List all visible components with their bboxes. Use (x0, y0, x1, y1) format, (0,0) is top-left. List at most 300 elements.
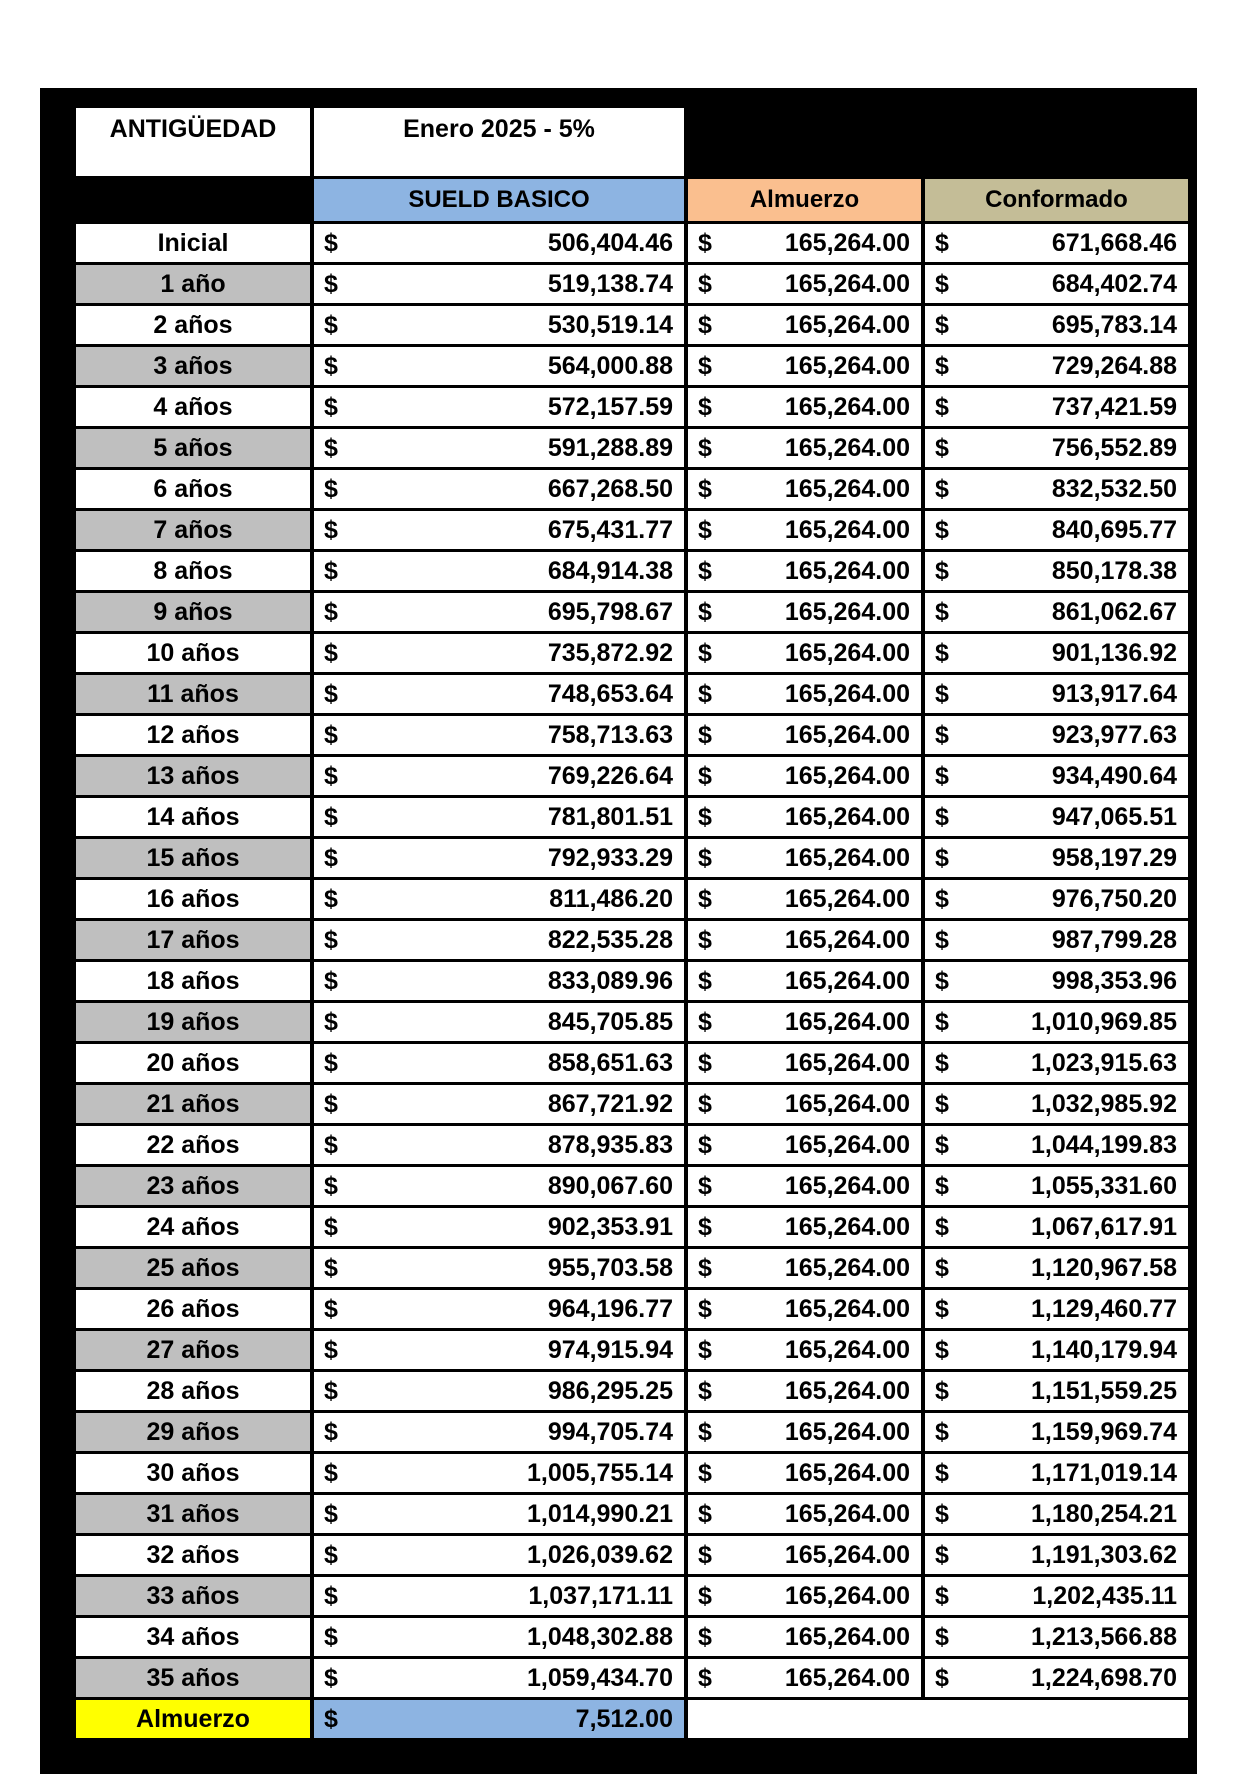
seniority-label: 17 años (74, 920, 312, 961)
sueldo-basico-cell (312, 428, 686, 469)
almuerzo-amount: 165,264.00 (784, 556, 910, 585)
conformado-amount: 1,044,199.83 (1031, 1130, 1177, 1159)
conformado-cell (923, 387, 1190, 428)
almuerzo-cell (686, 674, 923, 715)
sueldo-basico-cell (312, 1125, 686, 1166)
currency-symbol: $ (935, 679, 949, 708)
antiguedad-title: ANTIGÜEDAD (74, 107, 312, 178)
currency-symbol: $ (324, 1622, 338, 1651)
almuerzo-amount: 165,264.00 (784, 392, 910, 421)
almuerzo-cell (686, 756, 923, 797)
table-row (74, 1535, 1190, 1576)
sueldo-basico-cell (312, 674, 686, 715)
currency-symbol: $ (935, 1089, 949, 1118)
currency-symbol: $ (324, 638, 338, 667)
seniority-label: 21 años (74, 1084, 312, 1125)
conformado-amount: 1,023,915.63 (1031, 1048, 1177, 1077)
almuerzo-amount: 165,264.00 (784, 1089, 910, 1118)
currency-symbol: $ (698, 1294, 712, 1323)
currency-symbol: $ (935, 1540, 949, 1569)
almuerzo-amount: 165,264.00 (784, 1171, 910, 1200)
currency-symbol: $ (935, 1007, 949, 1036)
currency-symbol: $ (698, 1499, 712, 1528)
table-row (74, 1658, 1190, 1699)
seniority-label: 16 años (74, 879, 312, 920)
table-row (74, 920, 1190, 961)
sueldo-basico-amount: 964,196.77 (547, 1294, 673, 1323)
table-row (74, 428, 1190, 469)
currency-symbol: $ (698, 1663, 712, 1692)
currency-symbol: $ (324, 720, 338, 749)
sueldo-basico-cell (312, 879, 686, 920)
almuerzo-cell (686, 920, 923, 961)
conformado-cell (923, 1043, 1190, 1084)
currency-symbol: $ (324, 1417, 338, 1446)
currency-symbol: $ (935, 925, 949, 954)
almuerzo-footer-label: Almuerzo (74, 1699, 312, 1740)
currency-symbol: $ (935, 761, 949, 790)
conformado-amount: 947,065.51 (1051, 802, 1177, 831)
currency-symbol: $ (698, 515, 712, 544)
currency-symbol: $ (698, 1089, 712, 1118)
currency-symbol: $ (698, 1622, 712, 1651)
currency-symbol: $ (935, 1335, 949, 1364)
conformado-amount: 934,490.64 (1051, 761, 1177, 790)
currency-symbol: $ (698, 228, 712, 257)
seniority-label: 4 años (74, 387, 312, 428)
sueldo-basico-cell (312, 1207, 686, 1248)
currency-symbol: $ (935, 597, 949, 626)
almuerzo-amount: 165,264.00 (784, 228, 910, 257)
almuerzo-cell (686, 1658, 923, 1699)
conformado-cell (923, 469, 1190, 510)
table-row (74, 715, 1190, 756)
table-row (74, 1453, 1190, 1494)
seniority-label: 8 años (74, 551, 312, 592)
currency-symbol: $ (324, 1499, 338, 1528)
conformado-cell (923, 1166, 1190, 1207)
sueldo-basico-cell (312, 1453, 686, 1494)
almuerzo-cell (686, 1412, 923, 1453)
currency-symbol: $ (324, 1540, 338, 1569)
almuerzo-cell (686, 1084, 923, 1125)
conformado-cell (923, 264, 1190, 305)
almuerzo-cell (686, 551, 923, 592)
table-row (74, 1043, 1190, 1084)
currency-symbol: $ (324, 925, 338, 954)
currency-symbol: $ (698, 433, 712, 462)
almuerzo-amount: 165,264.00 (784, 1007, 910, 1036)
currency-symbol: $ (935, 1417, 949, 1446)
seniority-label: 1 año (74, 264, 312, 305)
conformado-amount: 1,191,303.62 (1031, 1540, 1177, 1569)
conformado-cell (923, 551, 1190, 592)
seniority-label: 23 años (74, 1166, 312, 1207)
table-row (74, 1576, 1190, 1617)
table-row (74, 1617, 1190, 1658)
almuerzo-amount: 165,264.00 (784, 351, 910, 380)
seniority-label: 26 años (74, 1289, 312, 1330)
currency-symbol: $ (324, 1458, 338, 1487)
almuerzo-cell (686, 223, 923, 264)
conformado-amount: 1,010,969.85 (1031, 1007, 1177, 1036)
conformado-cell (923, 346, 1190, 387)
currency-symbol: $ (324, 556, 338, 585)
currency-symbol: $ (935, 1622, 949, 1651)
currency-symbol: $ (698, 556, 712, 585)
sueldo-basico-amount: 591,288.89 (547, 433, 673, 462)
conformado-cell (923, 510, 1190, 551)
almuerzo-amount: 165,264.00 (784, 1253, 910, 1282)
almuerzo-amount: 165,264.00 (784, 1499, 910, 1528)
sueldo-basico-cell (312, 1412, 686, 1453)
sueldo-basico-cell (312, 715, 686, 756)
almuerzo-cell (686, 346, 923, 387)
seniority-label: 6 años (74, 469, 312, 510)
conformado-cell (923, 1125, 1190, 1166)
almuerzo-cell (686, 387, 923, 428)
currency-symbol: $ (698, 1417, 712, 1446)
currency-symbol: $ (698, 1130, 712, 1159)
conformado-amount: 1,032,985.92 (1031, 1089, 1177, 1118)
conformado-cell (923, 961, 1190, 1002)
almuerzo-amount: 165,264.00 (784, 1294, 910, 1323)
conformado-cell (923, 674, 1190, 715)
sueldo-basico-cell (312, 387, 686, 428)
currency-symbol: $ (324, 392, 338, 421)
conformado-amount: 840,695.77 (1051, 515, 1177, 544)
almuerzo-amount: 165,264.00 (784, 679, 910, 708)
currency-symbol: $ (324, 1130, 338, 1159)
seniority-label: 29 años (74, 1412, 312, 1453)
currency-symbol: $ (935, 228, 949, 257)
almuerzo-amount: 165,264.00 (784, 802, 910, 831)
sueldo-basico-cell (312, 920, 686, 961)
conformado-amount: 913,917.64 (1051, 679, 1177, 708)
currency-symbol: $ (698, 761, 712, 790)
seniority-label: 19 años (74, 1002, 312, 1043)
sueldo-basico-cell (312, 346, 686, 387)
seniority-label: 32 años (74, 1535, 312, 1576)
currency-symbol: $ (324, 1335, 338, 1364)
conformado-amount: 998,353.96 (1051, 966, 1177, 995)
table-row (74, 387, 1190, 428)
sueldo-basico-amount: 675,431.77 (547, 515, 673, 544)
currency-symbol: $ (935, 1048, 949, 1077)
currency-symbol: $ (935, 1171, 949, 1200)
sueldo-basico-amount: 974,915.94 (547, 1335, 673, 1364)
currency-symbol: $ (698, 1007, 712, 1036)
conformado-cell (923, 715, 1190, 756)
sueldo-basico-amount: 792,933.29 (547, 843, 673, 872)
currency-symbol: $ (935, 1499, 949, 1528)
title-row-filler (686, 107, 1190, 178)
sueldo-basico-cell (312, 797, 686, 838)
table-row (74, 1371, 1190, 1412)
table-row (74, 1084, 1190, 1125)
currency-symbol: $ (324, 802, 338, 831)
currency-symbol: $ (324, 1007, 338, 1036)
currency-symbol: $ (935, 515, 949, 544)
sueldo-basico-cell (312, 1002, 686, 1043)
conformado-amount: 1,159,969.74 (1031, 1417, 1177, 1446)
currency-symbol: $ (324, 597, 338, 626)
currency-symbol: $ (698, 1335, 712, 1364)
seniority-label: 13 años (74, 756, 312, 797)
almuerzo-cell (686, 1207, 923, 1248)
currency-symbol: $ (324, 228, 338, 257)
sueldo-basico-cell (312, 1043, 686, 1084)
sueldo-basico-cell (312, 469, 686, 510)
sueldo-basico-amount: 781,801.51 (547, 802, 673, 831)
currency-symbol: $ (698, 392, 712, 421)
sueldo-basico-cell (312, 1658, 686, 1699)
currency-symbol: $ (698, 1376, 712, 1405)
currency-symbol: $ (935, 1458, 949, 1487)
sueldo-basico-cell (312, 223, 686, 264)
almuerzo-amount: 165,264.00 (784, 433, 910, 462)
table-row (74, 633, 1190, 674)
currency-symbol: $ (698, 597, 712, 626)
sueldo-basico-amount: 833,089.96 (547, 966, 673, 995)
currency-symbol: $ (698, 1253, 712, 1282)
conformado-cell (923, 1494, 1190, 1535)
seniority-label: 20 años (74, 1043, 312, 1084)
almuerzo-cell (686, 1043, 923, 1084)
conformado-amount: 861,062.67 (1051, 597, 1177, 626)
currency-symbol: $ (698, 966, 712, 995)
currency-symbol: $ (935, 1253, 949, 1282)
almuerzo-cell (686, 1617, 923, 1658)
almuerzo-cell (686, 428, 923, 469)
almuerzo-amount: 165,264.00 (784, 474, 910, 503)
conformado-cell (923, 1330, 1190, 1371)
seniority-label: 11 años (74, 674, 312, 715)
conformado-amount: 1,180,254.21 (1031, 1499, 1177, 1528)
table-row (74, 797, 1190, 838)
currency-symbol: $ (935, 1130, 949, 1159)
almuerzo-amount: 165,264.00 (784, 1376, 910, 1405)
column-header-row (74, 178, 1190, 223)
sueldo-basico-amount: 1,059,434.70 (527, 1663, 673, 1692)
almuerzo-amount: 165,264.00 (784, 884, 910, 913)
seniority-label: 14 años (74, 797, 312, 838)
sueldo-basico-amount: 955,703.58 (547, 1253, 673, 1282)
almuerzo-amount: 165,264.00 (784, 1622, 910, 1651)
currency-symbol: $ (698, 1458, 712, 1487)
table-row (74, 756, 1190, 797)
currency-symbol: $ (698, 269, 712, 298)
almuerzo-cell (686, 592, 923, 633)
almuerzo-cell (686, 838, 923, 879)
seniority-label: 25 años (74, 1248, 312, 1289)
sueldo-basico-amount: 845,705.85 (547, 1007, 673, 1036)
seniority-label: 35 años (74, 1658, 312, 1699)
conformado-cell (923, 633, 1190, 674)
sueldo-basico-cell (312, 592, 686, 633)
currency-symbol: $ (935, 433, 949, 462)
conformado-cell (923, 838, 1190, 879)
currency-symbol: $ (324, 1663, 338, 1692)
currency-symbol: $ (324, 269, 338, 298)
seniority-label: 10 años (74, 633, 312, 674)
sueldo-basico-amount: 519,138.74 (547, 269, 673, 298)
currency-symbol: $ (935, 351, 949, 380)
currency-symbol: $ (698, 802, 712, 831)
sueldo-basico-amount: 858,651.63 (547, 1048, 673, 1077)
currency-symbol: $ (935, 966, 949, 995)
sueldo-basico-cell (312, 1330, 686, 1371)
conformado-amount: 832,532.50 (1051, 474, 1177, 503)
column-header-filler (74, 178, 312, 223)
conformado-cell (923, 1248, 1190, 1289)
conformado-cell (923, 1084, 1190, 1125)
conformado-cell (923, 428, 1190, 469)
almuerzo-cell (686, 633, 923, 674)
conformado-amount: 756,552.89 (1051, 433, 1177, 462)
col-header-conformado: Conformado (923, 178, 1190, 223)
currency-symbol: $ (935, 1212, 949, 1241)
sueldo-basico-cell (312, 1084, 686, 1125)
sueldo-basico-amount: 878,935.83 (547, 1130, 673, 1159)
period-title: Enero 2025 - 5% (312, 107, 686, 178)
sueldo-basico-amount: 748,653.64 (547, 679, 673, 708)
seniority-label: 12 años (74, 715, 312, 756)
table-row (74, 1125, 1190, 1166)
currency-symbol: $ (324, 1048, 338, 1077)
almuerzo-amount: 165,264.00 (784, 269, 910, 298)
currency-symbol: $ (698, 1540, 712, 1569)
almuerzo-amount: 165,264.00 (784, 1540, 910, 1569)
currency-symbol: $ (698, 474, 712, 503)
almuerzo-amount: 165,264.00 (784, 638, 910, 667)
currency-symbol: $ (324, 1376, 338, 1405)
almuerzo-cell (686, 1330, 923, 1371)
table-row (74, 1166, 1190, 1207)
sueldo-basico-cell (312, 551, 686, 592)
sueldo-basico-cell (312, 838, 686, 879)
conformado-cell (923, 1576, 1190, 1617)
seniority-label: 2 años (74, 305, 312, 346)
currency-symbol: $ (698, 843, 712, 872)
almuerzo-cell (686, 305, 923, 346)
almuerzo-cell (686, 1453, 923, 1494)
almuerzo-cell (686, 1166, 923, 1207)
seniority-label: 3 años (74, 346, 312, 387)
currency-symbol: $ (935, 1294, 949, 1323)
conformado-cell (923, 920, 1190, 961)
seniority-label: 18 años (74, 961, 312, 1002)
seniority-label: 31 años (74, 1494, 312, 1535)
currency-symbol: $ (935, 269, 949, 298)
footer-empty-cell (686, 1699, 1190, 1740)
conformado-amount: 901,136.92 (1051, 638, 1177, 667)
conformado-amount: 1,140,179.94 (1031, 1335, 1177, 1364)
currency-symbol: $ (935, 802, 949, 831)
conformado-cell (923, 1658, 1190, 1699)
currency-symbol: $ (324, 310, 338, 339)
conformado-cell (923, 305, 1190, 346)
currency-symbol: $ (324, 351, 338, 380)
seniority-label: 28 años (74, 1371, 312, 1412)
currency-symbol: $ (324, 1089, 338, 1118)
table-row (74, 674, 1190, 715)
seniority-label: 7 años (74, 510, 312, 551)
salary-table (72, 105, 1192, 1741)
almuerzo-amount: 165,264.00 (784, 1663, 910, 1692)
almuerzo-amount: 165,264.00 (784, 310, 910, 339)
currency-symbol: $ (935, 1663, 949, 1692)
conformado-amount: 1,151,559.25 (1031, 1376, 1177, 1405)
conformado-amount: 976,750.20 (1051, 884, 1177, 913)
sueldo-basico-cell (312, 756, 686, 797)
table-row (74, 879, 1190, 920)
currency-symbol: $ (935, 1376, 949, 1405)
currency-symbol: $ (935, 884, 949, 913)
sueldo-basico-amount: 758,713.63 (547, 720, 673, 749)
currency-symbol: $ (698, 310, 712, 339)
salary-scale-table (40, 88, 1197, 1774)
almuerzo-cell (686, 1371, 923, 1412)
conformado-amount: 1,213,566.88 (1031, 1622, 1177, 1651)
conformado-cell (923, 1412, 1190, 1453)
almuerzo-cell (686, 1002, 923, 1043)
sueldo-basico-cell (312, 1248, 686, 1289)
almuerzo-amount: 165,264.00 (784, 1417, 910, 1446)
conformado-amount: 850,178.38 (1051, 556, 1177, 585)
almuerzo-amount: 165,264.00 (784, 1335, 910, 1364)
almuerzo-footer-amount: 7,512.00 (575, 1704, 673, 1733)
almuerzo-cell (686, 1248, 923, 1289)
almuerzo-amount: 165,264.00 (784, 925, 910, 954)
conformado-cell (923, 1371, 1190, 1412)
sueldo-basico-amount: 564,000.88 (547, 351, 673, 380)
conformado-cell (923, 592, 1190, 633)
currency-symbol: $ (935, 720, 949, 749)
sueldo-basico-cell (312, 1494, 686, 1535)
seniority-label: 5 años (74, 428, 312, 469)
currency-symbol: $ (698, 638, 712, 667)
currency-symbol: $ (324, 1253, 338, 1282)
seniority-label: Inicial (74, 223, 312, 264)
currency-symbol: $ (324, 1294, 338, 1323)
sueldo-basico-amount: 684,914.38 (547, 556, 673, 585)
table-row (74, 551, 1190, 592)
conformado-cell (923, 756, 1190, 797)
almuerzo-amount: 165,264.00 (784, 1581, 910, 1610)
conformado-amount: 1,129,460.77 (1031, 1294, 1177, 1323)
table-row (74, 1289, 1190, 1330)
seniority-label: 22 años (74, 1125, 312, 1166)
seniority-label: 9 años (74, 592, 312, 633)
conformado-amount: 1,067,617.91 (1031, 1212, 1177, 1241)
currency-symbol: $ (698, 679, 712, 708)
almuerzo-cell (686, 715, 923, 756)
currency-symbol: $ (698, 1171, 712, 1200)
sueldo-basico-amount: 530,519.14 (547, 310, 673, 339)
almuerzo-cell (686, 961, 923, 1002)
currency-symbol: $ (935, 310, 949, 339)
sueldo-basico-amount: 1,026,039.62 (527, 1540, 673, 1569)
col-header-sueldo-basico: SUELD BASICO (312, 178, 686, 223)
seniority-label: 15 años (74, 838, 312, 879)
table-row (74, 469, 1190, 510)
conformado-amount: 737,421.59 (1051, 392, 1177, 421)
currency-symbol: $ (698, 1048, 712, 1077)
almuerzo-amount: 165,264.00 (784, 720, 910, 749)
conformado-amount: 958,197.29 (1051, 843, 1177, 872)
almuerzo-cell (686, 469, 923, 510)
